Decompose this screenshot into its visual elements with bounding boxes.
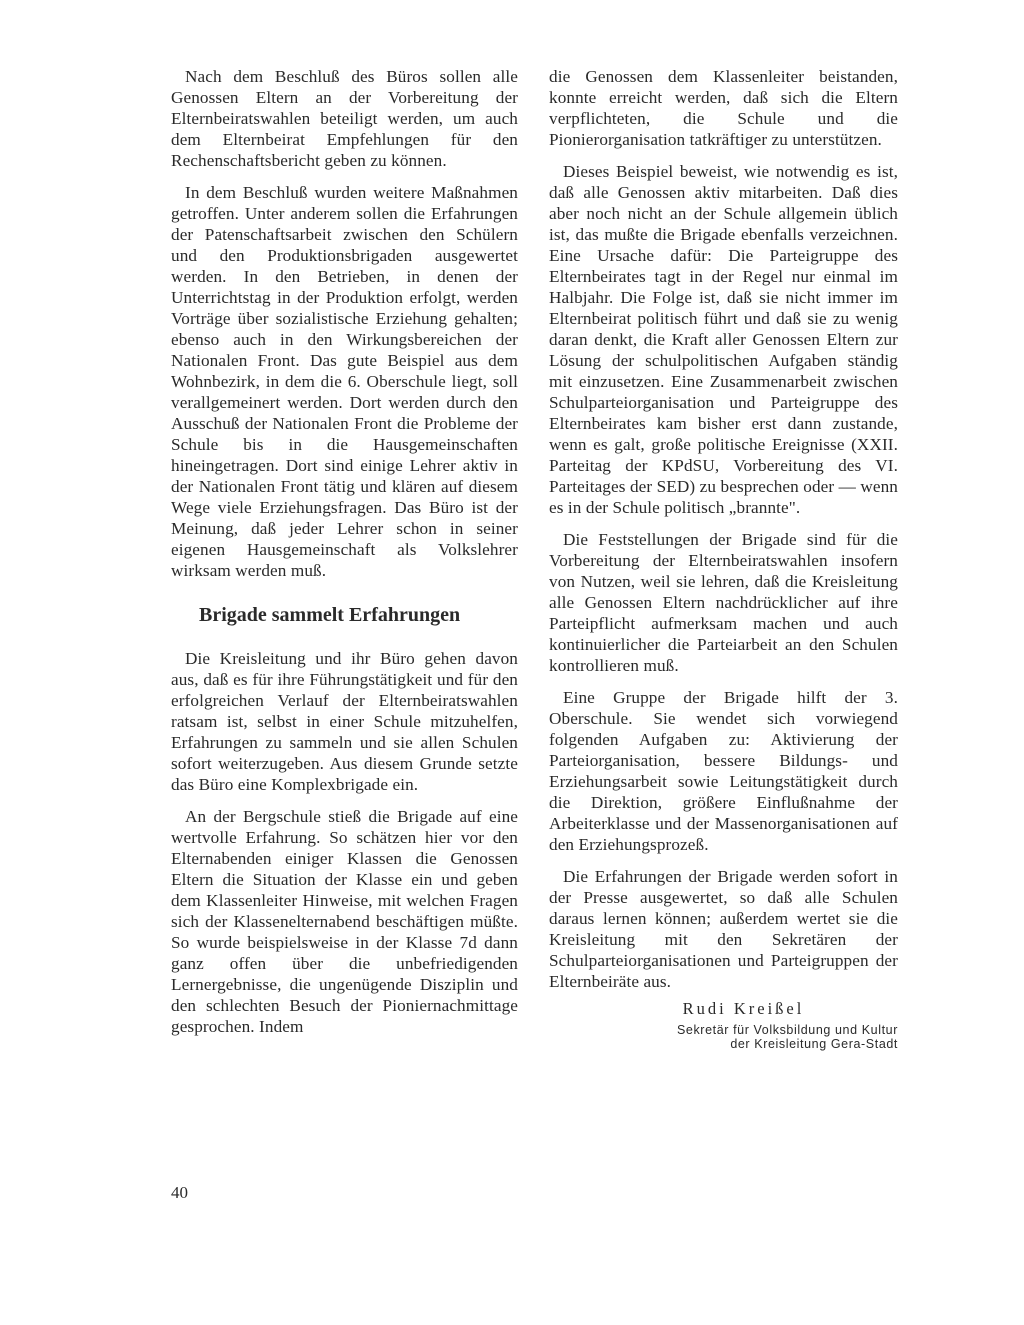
paragraph: Eine Gruppe der Brigade hilft der 3. Oberschule. Sie wendet sich vorwiegend folgenden Aufgaben zu: Aktivierung der Parteiorganisation, bessere Bildungs- und Erziehungsarbeit sowie Leitungstätigkeit durch die Direktion, größere Einflußnahme der Arbeiterklasse und der Massenorganisationen auf den Erziehungsprozeß. (549, 688, 898, 854)
paragraph: Die Erfahrungen der Brigade werden sofort in der Presse ausgewertet, so daß alle Schulen daraus lernen können; außerdem wertet sie die Kreisleitung mit den Sekretären der Schulparteiorganisationen und Parteigruppen der Elternbeiräte aus. (549, 867, 898, 991)
paragraph: In dem Beschluß wurden weitere Maßnahmen getroffen. Unter anderem sollen die Erfahrungen der Patenschaftsarbeit zwischen den Schülern und den Produktionsbrigaden ausgewertet werden. In den Betrieben, in denen der Unterrichtstag in der Produktion erfolgt, werden Vorträge über sozialistische Erziehung gehalten; ebenso auch in den Wirkungsbereichen der Nationalen Front. Das gute Beispiel aus dem Wohnbezirk, in dem die 6. Oberschule liegt, soll verallgemeinert werden. Dort werden durch den Ausschuß der Nationalen Front die Probleme der Schule bis in die Hausgemeinschaften hineingetragen. Dort sind einige Lehrer aktiv in der Nationalen Front tätig und klären auf diesem Wege viele Erziehungsfragen. Das Büro ist der Meinung, daß jeder Lehrer schon in seiner eigenen Hausgemeinschaft als Volkslehrer wirksam werden muß. (171, 183, 518, 580)
author-role (549, 1023, 898, 1051)
paragraph: die Genossen dem Klassenleiter beistanden, konnte erreicht werden, daß sich die Eltern verpflichteten, die Schule und die Pionierorganisation tatkräftiger zu unterstützen. (549, 67, 898, 149)
author-role-line: Sekretär für Volksbildung und Kultur (676, 1023, 898, 1037)
paragraph: Die Kreisleitung und ihr Büro gehen davon aus, daß es für ihre Führungstätigkeit und für den erfolgreichen Verlauf der Elternbeiratswahlen ratsam ist, selbst in einer Schule mitzuhelfen, Erfahrungen zu sammeln und sie allen Schulen sofort weiterzugeben. Aus diesem Grunde setzte das Büro eine Komplexbrigade ein. (171, 649, 518, 794)
section-heading: Brigade sammelt Erfahrungen (199, 604, 461, 626)
paragraph: Die Feststellungen der Brigade sind für die Vorbereitung der Elternbeiratswahlen insofern von Nutzen, weil sie lehren, daß die Kreisleitung alle Genossen Eltern nachdrücklicher auf ihre Parteipflicht aufmerksam machen und auch kontinuierlicher die Parteiarbeit an den Schulen kontrollieren muß. (549, 530, 898, 675)
author-role-line: der Kreisleitung Gera-Stadt (730, 1037, 898, 1051)
paragraph: An der Bergschule stieß die Brigade auf eine wertvolle Erfahrung. So schätzen hier vor den Elternabenden einiger Klassen die Genossen Eltern die Situation der Klasse ein und geben dem Klassenleiter Hinweise, mit welchen Fragen sich der Klassenelternabend beschäftigen müßte. So wurde beispielsweise in der Klasse 7d dann ganz offen über die unbefriedigenden Lernergebnisse, die ungenügende Disziplin und den schlechten Besuch der Pioniernachmittage gesprochen. Indem (171, 807, 518, 1036)
paragraph: Nach dem Beschluß des Büros sollen alle Genossen Eltern an der Vorbereitung der Elternbeiratswahlen beteiligt werden, um auch dem Elternbeirat Empfehlungen für den Rechenschaftsbericht geben zu können. (171, 67, 518, 170)
left-column (171, 66, 518, 1037)
right-column (549, 66, 898, 1051)
author-name: Rudi Kreißel (682, 999, 805, 1018)
paragraph: Dieses Beispiel beweist, wie notwendig es ist, daß alle Genossen aktiv mitarbeiten. Daß dies aber noch nicht an der Schule allgemein üblich ist, das mußte die Brigade ebenfalls verzeichnen. Eine Ursache dafür: Die Parteigruppe des Elternbeirates tagt in der Regel nur einmal im Halbjahr. Die Folge ist, daß sie nicht immer im Elternbeirat politisch führt und daß sie zu wenig daran denkt, die Kraft aller Genossen Eltern zur Lösung der schulpolitischen Aufgaben ständig mit einzusetzen. Eine Zusammenarbeit zwischen Schulparteiorganisation und Parteigruppe des Elternbeirates kam bisher erst dann zustande, wenn es galt, große politische Ereignisse (XXII. Parteitag der KPdSU, Vorbereitung des VI. Parteitages der SED) zu besprechen oder — wenn es in der Schule politisch „brannte". (549, 162, 898, 517)
page-number: 40 (171, 1183, 188, 1202)
